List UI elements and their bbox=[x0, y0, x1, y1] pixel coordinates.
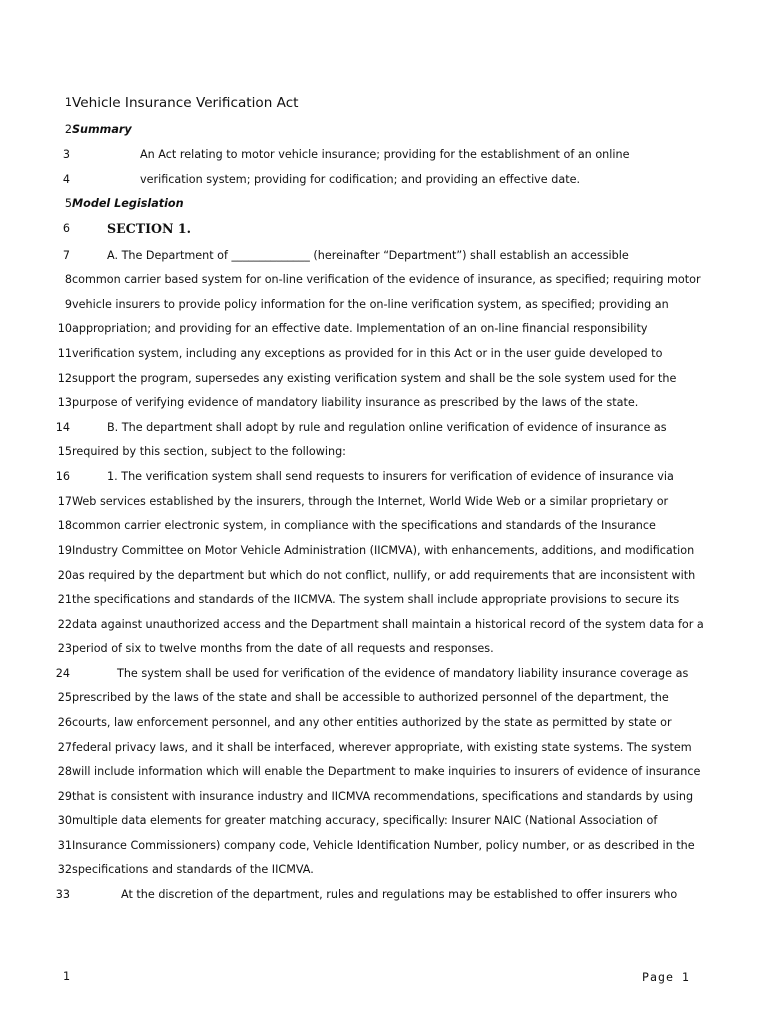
line-27 bbox=[0, 738, 740, 758]
line-number: 32 bbox=[57, 863, 72, 876]
footer-page-number: 1 bbox=[63, 970, 71, 983]
line-16 bbox=[0, 467, 740, 487]
line-number: 18 bbox=[57, 519, 72, 532]
line-12 bbox=[0, 369, 740, 389]
line-text: required by this section, subject to the following: bbox=[72, 445, 346, 458]
line-text: federal privacy laws, and it shall be interfaced, wherever appropriate, with existing state systems. The system bbox=[72, 741, 692, 754]
line-number: 25 bbox=[57, 691, 72, 704]
line-text: data against unauthorized access and the Department shall maintain a historical record of the system data for a bbox=[72, 618, 704, 631]
line-15 bbox=[0, 442, 740, 462]
line-30 bbox=[0, 811, 740, 831]
line-13 bbox=[0, 393, 740, 413]
line-number: 11 bbox=[57, 347, 72, 360]
line-25 bbox=[0, 688, 740, 708]
line-5 bbox=[0, 194, 740, 214]
line-text: prescribed by the laws of the state and shall be accessible to authorized personnel of the department, the bbox=[72, 691, 669, 704]
line-number: 12 bbox=[57, 372, 72, 385]
line-text: support the program, supersedes any existing verification system and shall be the sole system used for the bbox=[72, 372, 677, 385]
line-20 bbox=[0, 566, 740, 586]
line-7 bbox=[0, 246, 740, 266]
line-number: 9 bbox=[64, 298, 72, 311]
line-text: the specifications and standards of the IICMVA. The system shall include appropriate provisions to secure its bbox=[72, 593, 680, 606]
line-number: 3 bbox=[62, 148, 70, 161]
summary-heading: Summary bbox=[72, 123, 132, 136]
line-text: multiple data elements for greater matching accuracy, specifically: Insurer NAIC (National Association of bbox=[72, 814, 658, 827]
line-number: 28 bbox=[57, 765, 72, 778]
line-number: 16 bbox=[55, 470, 70, 483]
line-8 bbox=[0, 270, 740, 290]
line-3 bbox=[0, 145, 740, 165]
line-text: Industry Committee on Motor Vehicle Administration (IICMVA), with enhancements, additions, and modification bbox=[72, 544, 695, 557]
line-29 bbox=[0, 787, 740, 807]
line-11 bbox=[0, 344, 740, 364]
line-21 bbox=[0, 590, 740, 610]
line-text: courts, law enforcement personnel, and any other entities authorized by the state as permitted by state or bbox=[72, 716, 672, 729]
line-text: A. The Department of ______________ (hereinafter “Department”) shall establish an accessible bbox=[107, 249, 629, 262]
line-text: An Act relating to motor vehicle insurance; providing for the establishment of an online bbox=[140, 148, 630, 161]
line-text: Web services established by the insurers, through the Internet, World Wide Web or a similar proprietary or bbox=[72, 495, 669, 508]
line-19 bbox=[0, 541, 740, 561]
line-number: 15 bbox=[57, 445, 72, 458]
line-31 bbox=[0, 836, 740, 856]
line-1 bbox=[0, 93, 740, 113]
line-18 bbox=[0, 516, 740, 536]
line-number: 29 bbox=[57, 790, 72, 803]
line-9 bbox=[0, 295, 740, 315]
line-number: 17 bbox=[57, 495, 72, 508]
line-number: 23 bbox=[57, 642, 72, 655]
line-text: Insurance Commissioners) company code, Vehicle Identification Number, policy number, or as described in the bbox=[72, 839, 695, 852]
line-2 bbox=[0, 120, 740, 140]
model-legislation-heading: Model Legislation bbox=[72, 197, 184, 210]
line-text: verification system; providing for codification; and providing an effective date. bbox=[140, 173, 581, 186]
line-number: 22 bbox=[57, 618, 72, 631]
line-6 bbox=[0, 219, 740, 239]
line-33 bbox=[0, 885, 740, 905]
line-text: 1. The verification system shall send requests to insurers for verification of evidence of insurance via bbox=[107, 470, 674, 483]
line-4 bbox=[0, 170, 740, 190]
line-text: as required by the department but which do not conflict, nullify, or add requirements that are inconsistent with bbox=[72, 569, 696, 582]
line-text: verification system, including any exceptions as provided for in this Act or in the user guide developed to bbox=[72, 347, 663, 360]
line-24 bbox=[0, 664, 740, 684]
section-heading: SECTION 1. bbox=[107, 221, 191, 236]
line-number: 31 bbox=[57, 839, 72, 852]
line-number: 10 bbox=[57, 322, 72, 335]
line-number: 2 bbox=[64, 123, 72, 136]
line-14 bbox=[0, 418, 740, 438]
line-text: vehicle insurers to provide policy information for the on-line verification system, as specified; providing an bbox=[72, 298, 669, 311]
line-number: 26 bbox=[57, 716, 72, 729]
line-number: 14 bbox=[55, 421, 70, 434]
line-text: specifications and standards of the IICMVA. bbox=[72, 863, 314, 876]
footer-page-label: Page 1 bbox=[642, 970, 690, 984]
line-10 bbox=[0, 319, 740, 339]
line-number: 21 bbox=[57, 593, 72, 606]
line-23 bbox=[0, 639, 740, 659]
line-number: 20 bbox=[57, 569, 72, 582]
line-text: will include information which will enable the Department to make inquiries to insurers of evidence of insurance bbox=[72, 765, 701, 778]
line-text: B. The department shall adopt by rule and regulation online verification of evidence of insurance as bbox=[107, 421, 667, 434]
line-text: that is consistent with insurance industry and IICMVA recommendations, specifications and standards by using bbox=[72, 790, 694, 803]
line-text: period of six to twelve months from the date of all requests and responses. bbox=[72, 642, 494, 655]
line-number: 7 bbox=[62, 249, 70, 262]
line-number: 13 bbox=[57, 396, 72, 409]
line-32 bbox=[0, 860, 740, 880]
line-text: appropriation; and providing for an effective date. Implementation of an on-line financial responsibility bbox=[72, 322, 648, 335]
line-text: common carrier based system for on-line verification of the evidence of insurance, as specified; requiring motor bbox=[72, 273, 701, 286]
line-number: 6 bbox=[62, 222, 70, 235]
line-number: 19 bbox=[57, 544, 72, 557]
document-title: Vehicle Insurance Verification Act bbox=[72, 95, 299, 111]
line-text: purpose of verifying evidence of mandatory liability insurance as prescribed by the laws of the state. bbox=[72, 396, 639, 409]
line-text: The system shall be used for verification of the evidence of mandatory liability insurance coverage as bbox=[117, 667, 689, 680]
line-22 bbox=[0, 615, 740, 635]
line-number: 30 bbox=[57, 814, 72, 827]
line-number: 8 bbox=[64, 273, 72, 286]
line-number: 1 bbox=[64, 96, 72, 109]
line-number: 5 bbox=[64, 197, 72, 210]
line-text: At the discretion of the department, rules and regulations may be established to offer insurers who bbox=[121, 888, 678, 901]
line-26 bbox=[0, 713, 740, 733]
line-17 bbox=[0, 492, 740, 512]
line-number: 24 bbox=[55, 667, 70, 680]
line-28 bbox=[0, 762, 740, 782]
line-number: 27 bbox=[57, 741, 72, 754]
line-number: 33 bbox=[55, 888, 70, 901]
line-text: common carrier electronic system, in compliance with the specifications and standards of the Insurance bbox=[72, 519, 656, 532]
line-number: 4 bbox=[62, 173, 70, 186]
